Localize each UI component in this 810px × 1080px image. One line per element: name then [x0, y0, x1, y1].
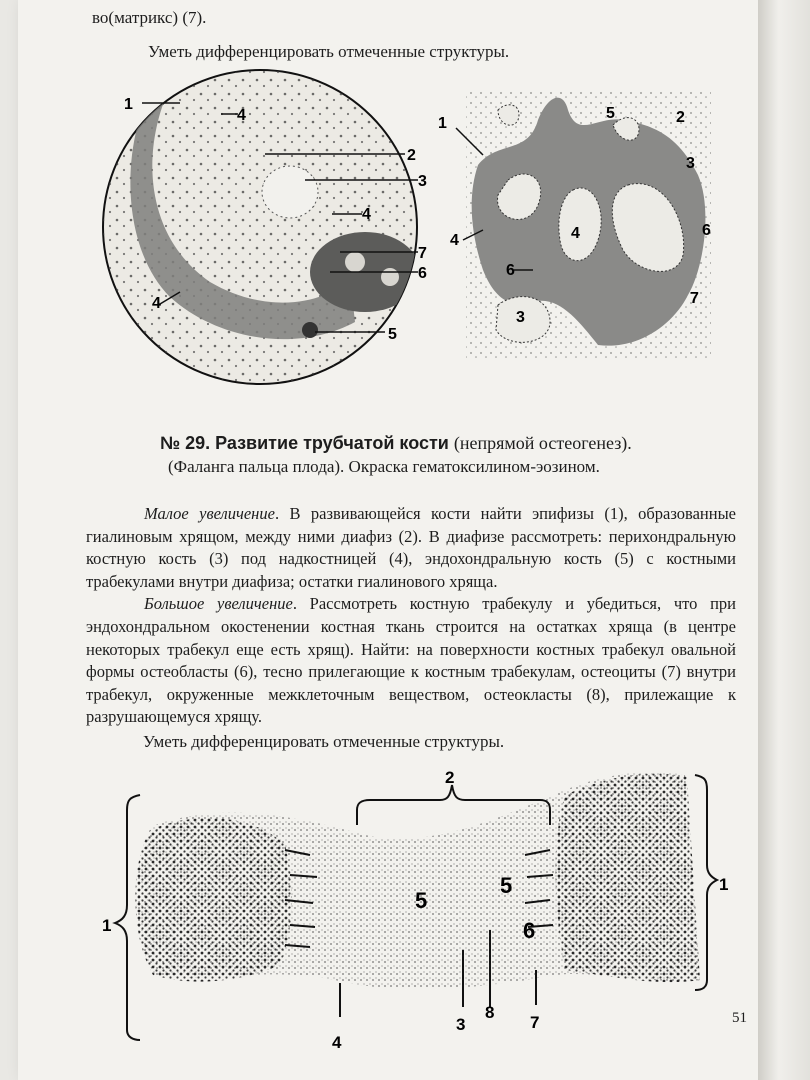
section-title: Развитие трубчатой кости: [215, 433, 449, 453]
fig3-label: 5: [500, 873, 513, 898]
fig1-label: 7: [418, 245, 427, 262]
fig2-label: 6: [702, 222, 711, 239]
fig3-label: 6: [523, 918, 536, 943]
figure-bone-circle: [100, 62, 430, 392]
paragraph-high-magnification: [86, 593, 736, 729]
fig1-label: 2: [407, 147, 416, 164]
paragraph-low-magnification: [86, 503, 736, 593]
top-instruction: Уметь дифференцировать отмеченные структуры.: [148, 42, 510, 61]
body-text: [86, 503, 736, 729]
page-number: 51: [732, 1010, 747, 1026]
fig2-label: 6: [506, 262, 515, 279]
fig3-label: 7: [530, 1013, 540, 1032]
fig3-label: 2: [445, 768, 455, 787]
top-line: во(матрикс) (7).: [92, 8, 207, 27]
paragraph-text: . В развивающейся кости найти эпифизы (1), образованные гиалиновым хрящом, между ними диафиз (2). В диафизе рассмотреть: перихондральную костную кость (3) под надкостницей (4), эндохондральную кость (5) с костными трабекулами внутри диафиза; остатки гиалинового хряща.: [86, 504, 737, 591]
fig3-label: 1: [102, 916, 112, 935]
fig1-label: 4: [362, 206, 371, 223]
fig1-label: 5: [388, 326, 397, 343]
fig2-label: 3: [516, 309, 525, 326]
page-edge: [758, 0, 810, 1080]
fig1-label: 3: [418, 173, 427, 190]
fig2-label: 4: [571, 225, 580, 242]
paragraph-lead: Большое увеличение: [144, 594, 293, 614]
fig3-label: 1: [719, 875, 729, 894]
fig2-label: 2: [676, 109, 685, 126]
fig3-label: 4: [332, 1033, 342, 1052]
fig2-label: 1: [438, 115, 447, 132]
fig1-label: 6: [418, 265, 427, 282]
fig1-label: 4: [237, 107, 246, 124]
fig1-label: 4: [152, 295, 161, 312]
section-subtitle: (непрямой остеогенез).: [453, 433, 632, 453]
paragraph-lead: Малое увеличение: [144, 504, 275, 523]
section-number: № 29.: [160, 433, 211, 453]
fig2-label: 5: [606, 105, 615, 122]
fig3-label: 8: [485, 1003, 495, 1022]
fig2-label: 4: [450, 232, 459, 249]
fig3-label: 5: [415, 888, 428, 913]
figure-tubular-bone: [95, 755, 735, 1055]
fig2-label: 7: [690, 290, 699, 307]
bottom-instruction: Уметь дифференцировать отмеченные структуры.: [143, 732, 505, 751]
section-line2: (Фаланга пальца плода). Окраска гематоксилином-эозином.: [168, 457, 600, 476]
figure-trabecular-bone: [438, 80, 723, 370]
section-heading: [160, 433, 632, 454]
fig3-label: 3: [456, 1015, 466, 1034]
fig2-label: 3: [686, 155, 695, 172]
fig1-label: 1: [124, 96, 133, 113]
paragraph-text: . Рассмотреть костную трабекулу и убедиться, что при эндохондральном окостенении костная ткань строится на остатках хряща (в центре некоторых трабекул еще есть хрящ). Найти: на поверхности костных трабекул овальной формы остеобласты (6), тесно прилегающие к костным трабекулам, остеоциты (7) внутри трабекул, окруженные межклеточным веществом, остеокласты (8), прилежащие к разрушающемуся хрящу.: [86, 594, 736, 727]
